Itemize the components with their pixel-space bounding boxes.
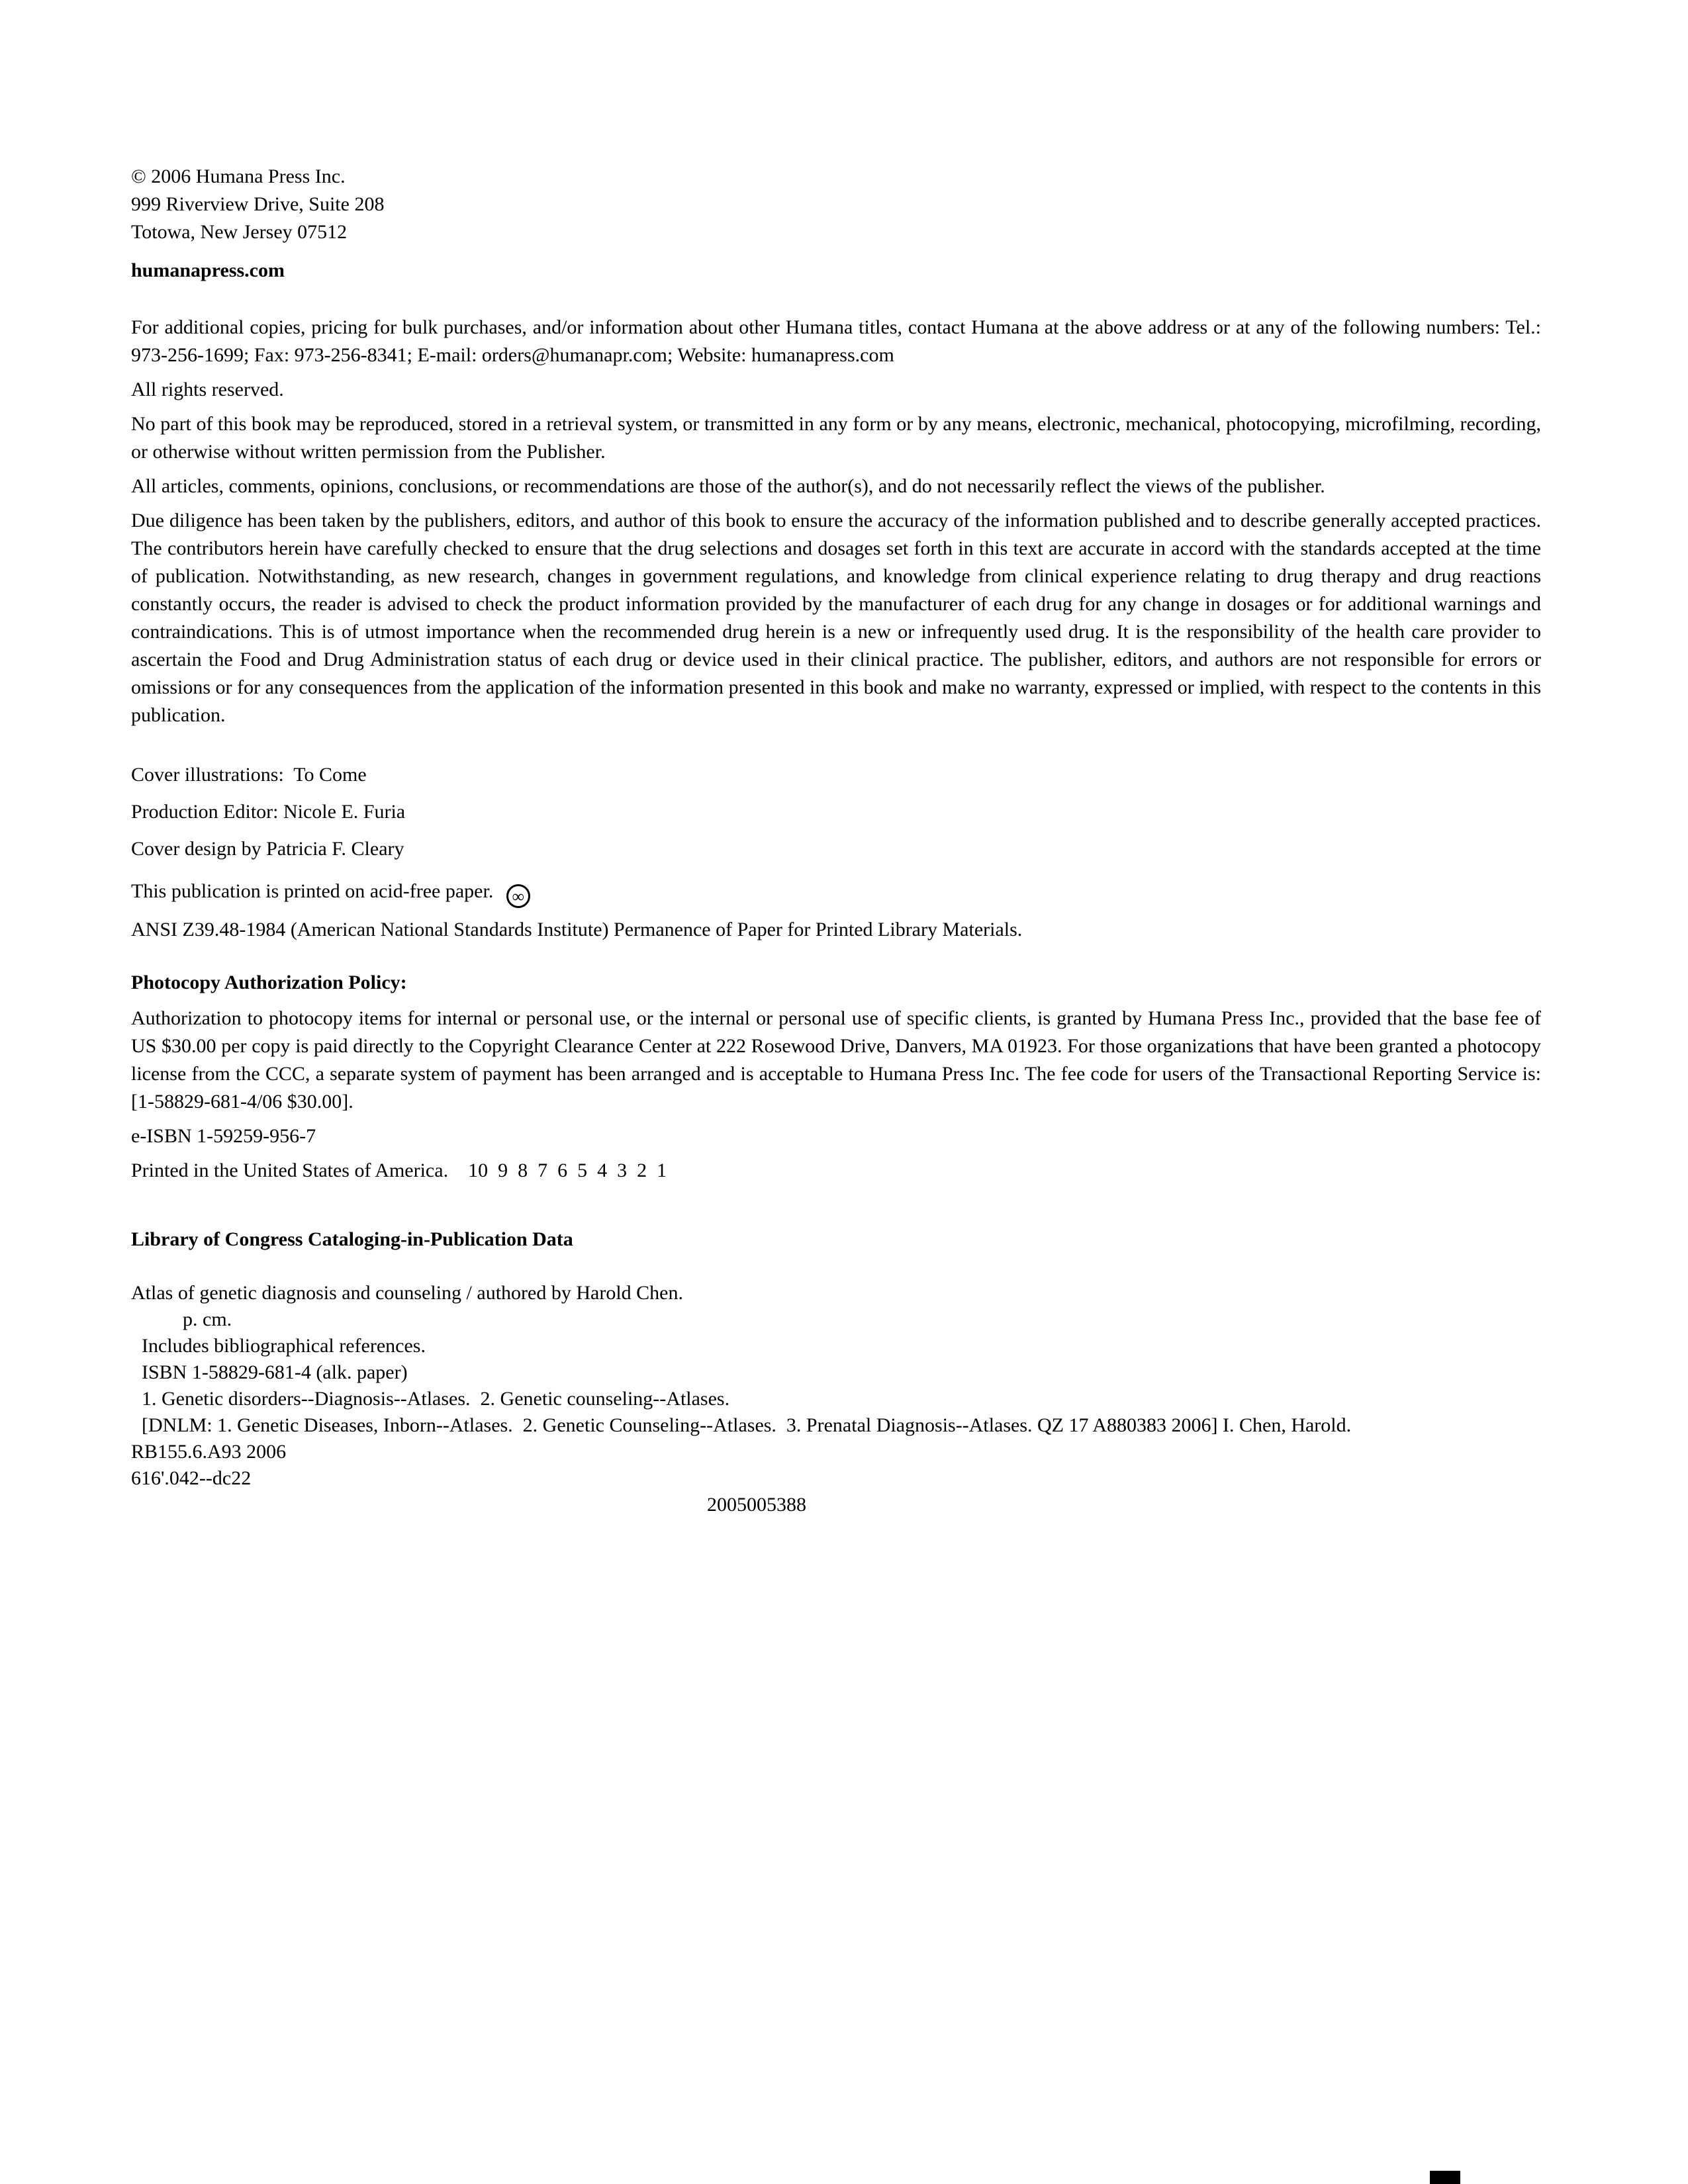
lccn-line: 2005005388 (707, 1494, 806, 1516)
cover-design-line: Cover design by Patricia F. Cleary (131, 838, 404, 860)
eisbn-line: e-ISBN 1-59259-956-7 (131, 1125, 316, 1147)
photocopy-policy-heading: Photocopy Authorization Policy: (131, 972, 407, 993)
cip-call-number-line: RB155.6.A93 2006 (131, 1441, 287, 1463)
cip-heading: Library of Congress Cataloging-in-Publication Data (131, 1228, 573, 1250)
ansi-standard-line: ANSI Z39.48-1984 (American National Standards Institute) Permanence of Paper for Printed Library Materials. (131, 919, 1023, 940)
page-edge-mark (1430, 2171, 1460, 2184)
cip-isbn-line: ISBN 1-58829-681-4 (alk. paper) (142, 1361, 408, 1383)
copyright-line: © 2006 Humana Press Inc. (131, 165, 346, 187)
photocopy-policy-body: Authorization to photocopy items for internal or personal use, or the internal or personal use of specific clients, is granted by Humana Press Inc., provided that the base fee of US $30.00 per copy is paid directly to the Copyright Clearance Center at 222 Rosewood Drive, Danvers, MA 01923. For those organizations that have been granted a photocopy license from the CCC, a separate system of payment has been arranged and is acceptable to Humana Press Inc. The fee code for users of the Transactional Reporting Service is: [1-58829-681-4/06 $30.00]. (131, 1007, 1541, 1113)
opinions-disclaimer: All articles, comments, opinions, conclusions, or recommendations are those of the author(s), and do not necessarily reflect the views of the publisher. (131, 475, 1325, 497)
reproduction-notice: No part of this book may be reproduced, stored in a retrieval system, or transmitted in any form or by any means, electronic, mechanical, photocopying, microfilming, recording, or otherwise without written permission from the Publisher. (131, 413, 1541, 463)
cip-title-line: Atlas of genetic diagnosis and counseling / authored by Harold Chen. (131, 1282, 683, 1304)
all-rights-reserved-line: All rights reserved. (131, 379, 284, 400)
cip-references-line: Includes bibliographical references. (142, 1335, 426, 1357)
cip-dnlm-line: [DNLM: 1. Genetic Diseases, Inborn--Atlases. 2. Genetic Counseling--Atlases. 3. Prenatal Diagnosis--Atlases. QZ 17 A880383 2006] I. Chen, Harold. (142, 1414, 1352, 1436)
cip-subjects-line: 1. Genetic disorders--Diagnosis--Atlases. 2. Genetic counseling--Atlases. (142, 1388, 730, 1410)
acid-free-paper-text: This publication is printed on acid-free paper. (131, 880, 494, 902)
cip-dewey-line: 616'.042--dc22 (131, 1467, 252, 1489)
credits-block (131, 761, 1541, 863)
publisher-address-line-2: Totowa, New Jersey 07512 (131, 221, 348, 243)
acid-free-paper-line (131, 878, 1541, 908)
contact-paragraph: For additional copies, pricing for bulk purchases, and/or information about other Humana titles, contact Humana at the above address or at any of the following numbers: Tel.: 973-256-1699; Fax: 973-256-8341; E-mail: orders@humanapr.com; Website: humanapress.com (131, 316, 1541, 366)
cip-pcm-line: p. cm. (183, 1308, 232, 1330)
publisher-block (131, 163, 1541, 246)
cover-illustrations-line: Cover illustrations: To Come (131, 764, 367, 786)
acid-free-paper-icon: ∞ (506, 884, 530, 908)
printing-history-line: Printed in the United States of America. 10 9 8 7 6 5 4 3 2 1 (131, 1160, 667, 1181)
publisher-address-line-1: 999 Riverview Drive, Suite 208 (131, 193, 385, 215)
production-editor-line: Production Editor: Nicole E. Furia (131, 801, 406, 823)
cip-block (131, 1280, 1541, 1518)
due-diligence-disclaimer: Due diligence has been taken by the publishers, editors, and author of this book to ensure the accuracy of the information published and to describe generally accepted practices. The contributors herein have carefully checked to ensure that the drug selections and dosages set forth in this text are accurate in accord with the standards accepted at the time of publication. Notwithstanding, as new research, changes in government regulations, and knowledge from clinical experience relating to drug therapy and drug reactions constantly occurs, the reader is advised to check the product information provided by the manufacturer of each drug for any change in dosages or for additional warnings and contraindications. This is of utmost importance when the recommended drug herein is a new or infrequently used drug. It is the responsibility of the health care provider to ascertain the Food and Drug Administration status of each drug or device used in their clinical practice. The publisher, editors, and authors are not responsible for errors or omissions or for any consequences from the application of the information presented in this book and make no warranty, expressed or implied, with respect to the contents in this publication. (131, 510, 1541, 726)
publisher-website: humanapress.com (131, 259, 285, 281)
